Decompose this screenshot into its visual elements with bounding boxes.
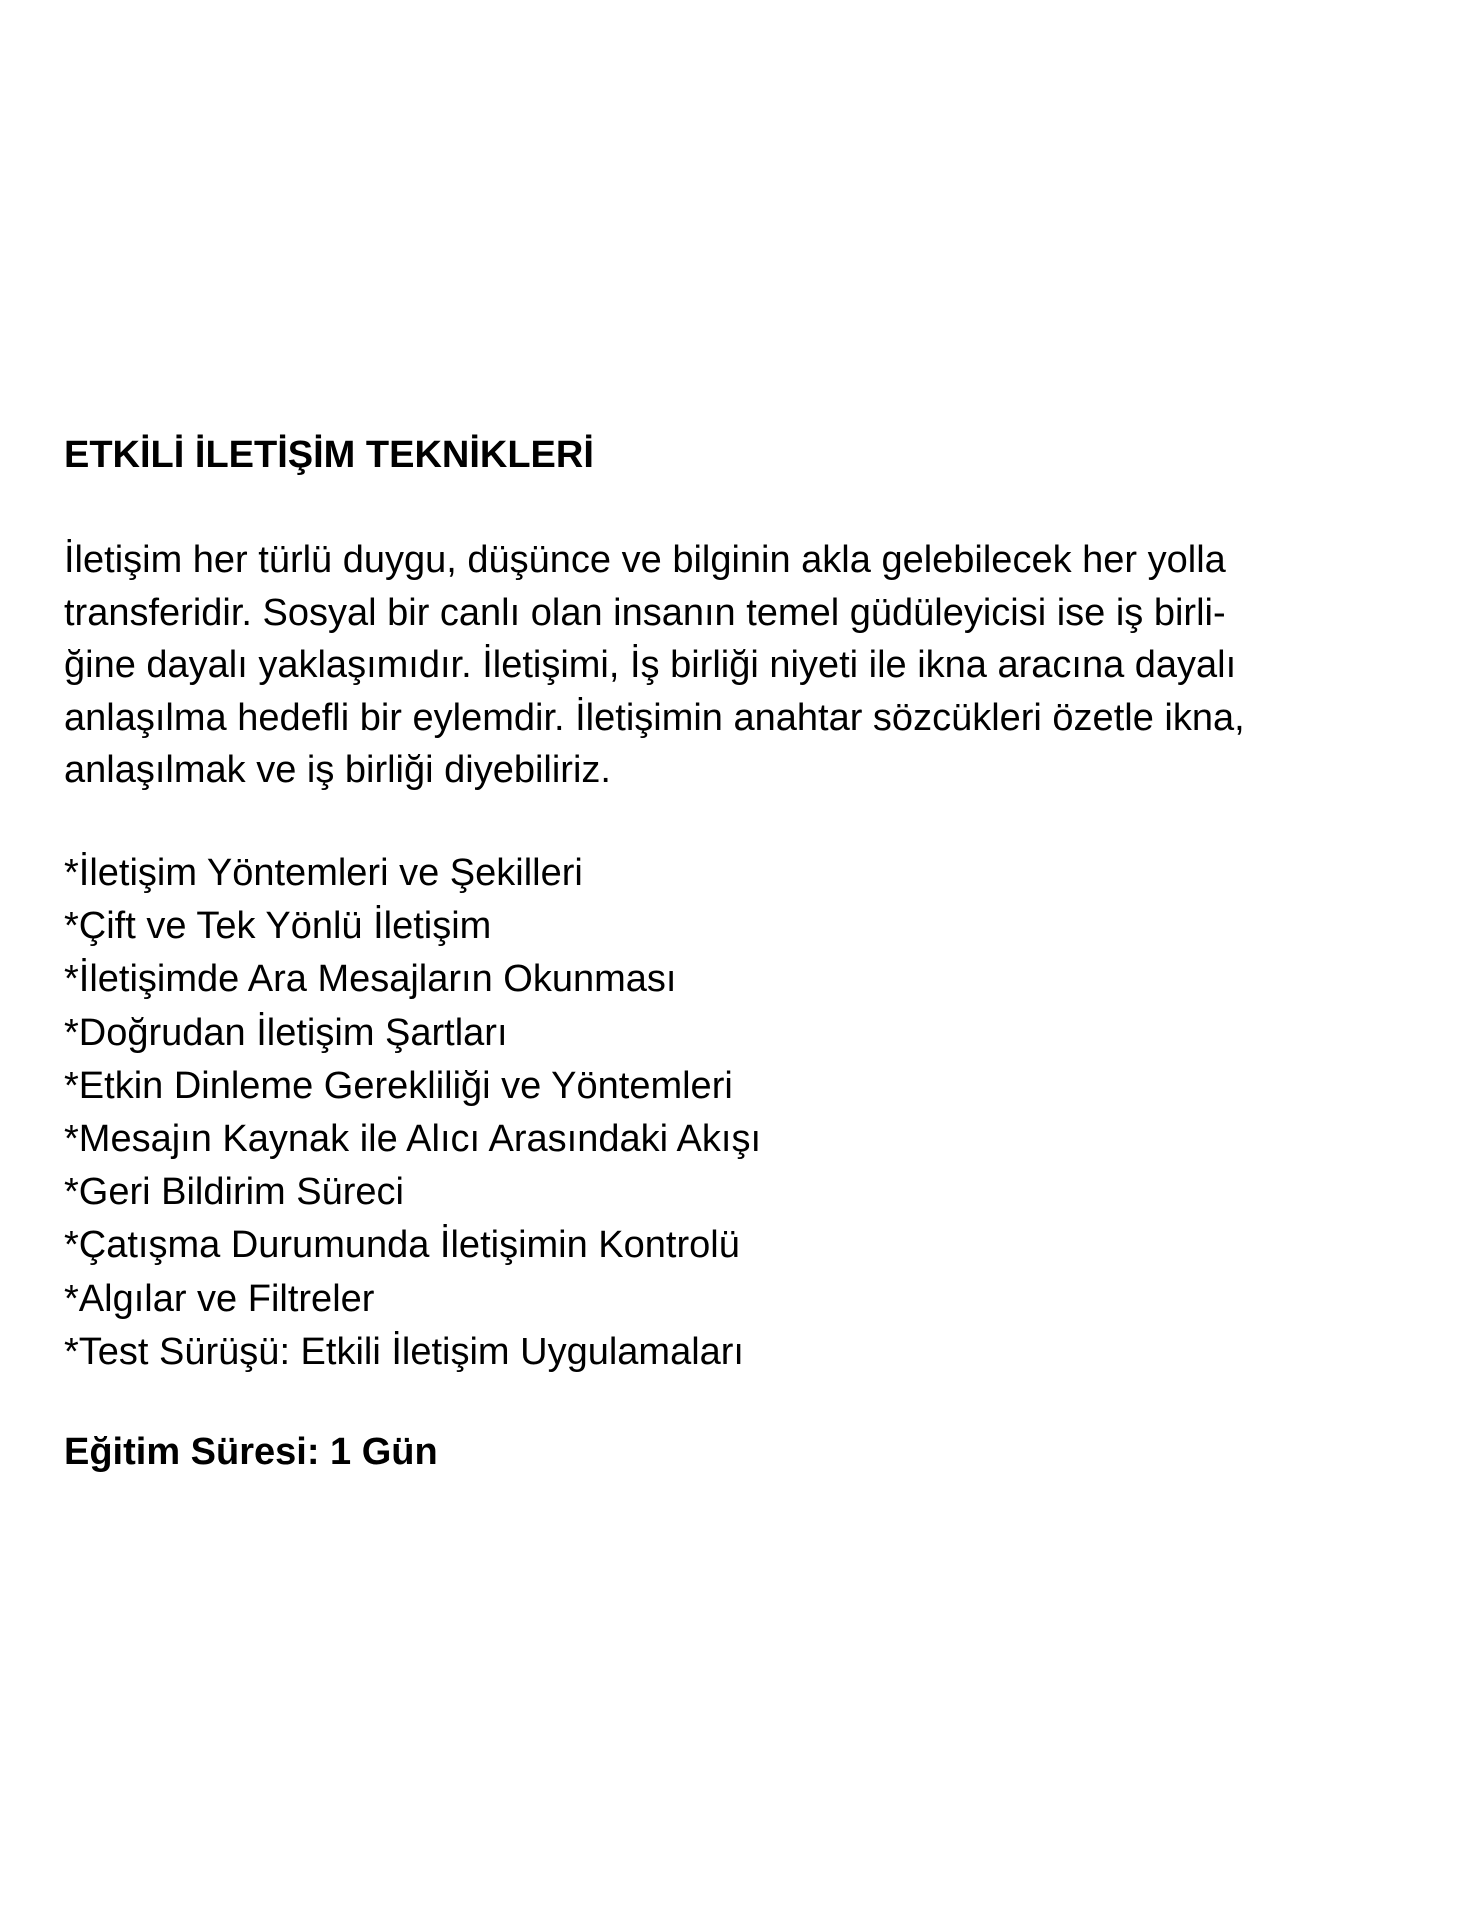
- topic-item: *Geri Bildirim Süreci: [64, 1171, 404, 1214]
- topic-item: *Çift ve Tek Yönlü İletişim: [64, 905, 492, 948]
- intro-paragraph: [64, 534, 1444, 797]
- topic-list: [64, 847, 761, 1379]
- intro-line: transferidir. Sosyal bir canlı olan insanın temel güdüleyicisi ise iş birli-: [64, 591, 1226, 634]
- intro-line: anlaşılmak ve iş birliği diyebiliriz.: [64, 749, 611, 791]
- topic-item: *Etkin Dinleme Gerekliliği ve Yöntemleri: [64, 1064, 733, 1107]
- topic-item: *Mesajın Kaynak ile Alıcı Arasındaki Akışı: [64, 1118, 762, 1161]
- topic-item: *İletişimde Ara Mesajların Okunması: [64, 958, 677, 1001]
- topic-item: *Çatışma Durumunda İletişimin Kontrolü: [64, 1224, 740, 1267]
- document-title: ETKİLİ İLETİŞİM TEKNİKLERİ: [64, 434, 594, 476]
- intro-line: İletişim her türlü duygu, düşünce ve bilginin akla gelebilecek her yolla: [64, 539, 1226, 581]
- topic-item: *Test Sürüşü: Etkili İletişim Uygulamaları: [64, 1330, 744, 1373]
- intro-line: ğine dayalı yaklaşımıdır. İletişimi, İş birliği niyeti ile ikna aracına dayalı: [64, 644, 1237, 686]
- topic-item: *İletişim Yöntemleri ve Şekilleri: [64, 852, 583, 894]
- topic-item: *Algılar ve Filtreler: [64, 1277, 375, 1320]
- training-duration: Eğitim Süresi: 1 Gün: [64, 1431, 438, 1473]
- topic-item: *Doğrudan İletişim Şartları: [64, 1011, 508, 1054]
- intro-line: anlaşılma hedefli bir eylemdir. İletişimin anahtar sözcükleri özetle ikna,: [64, 696, 1245, 739]
